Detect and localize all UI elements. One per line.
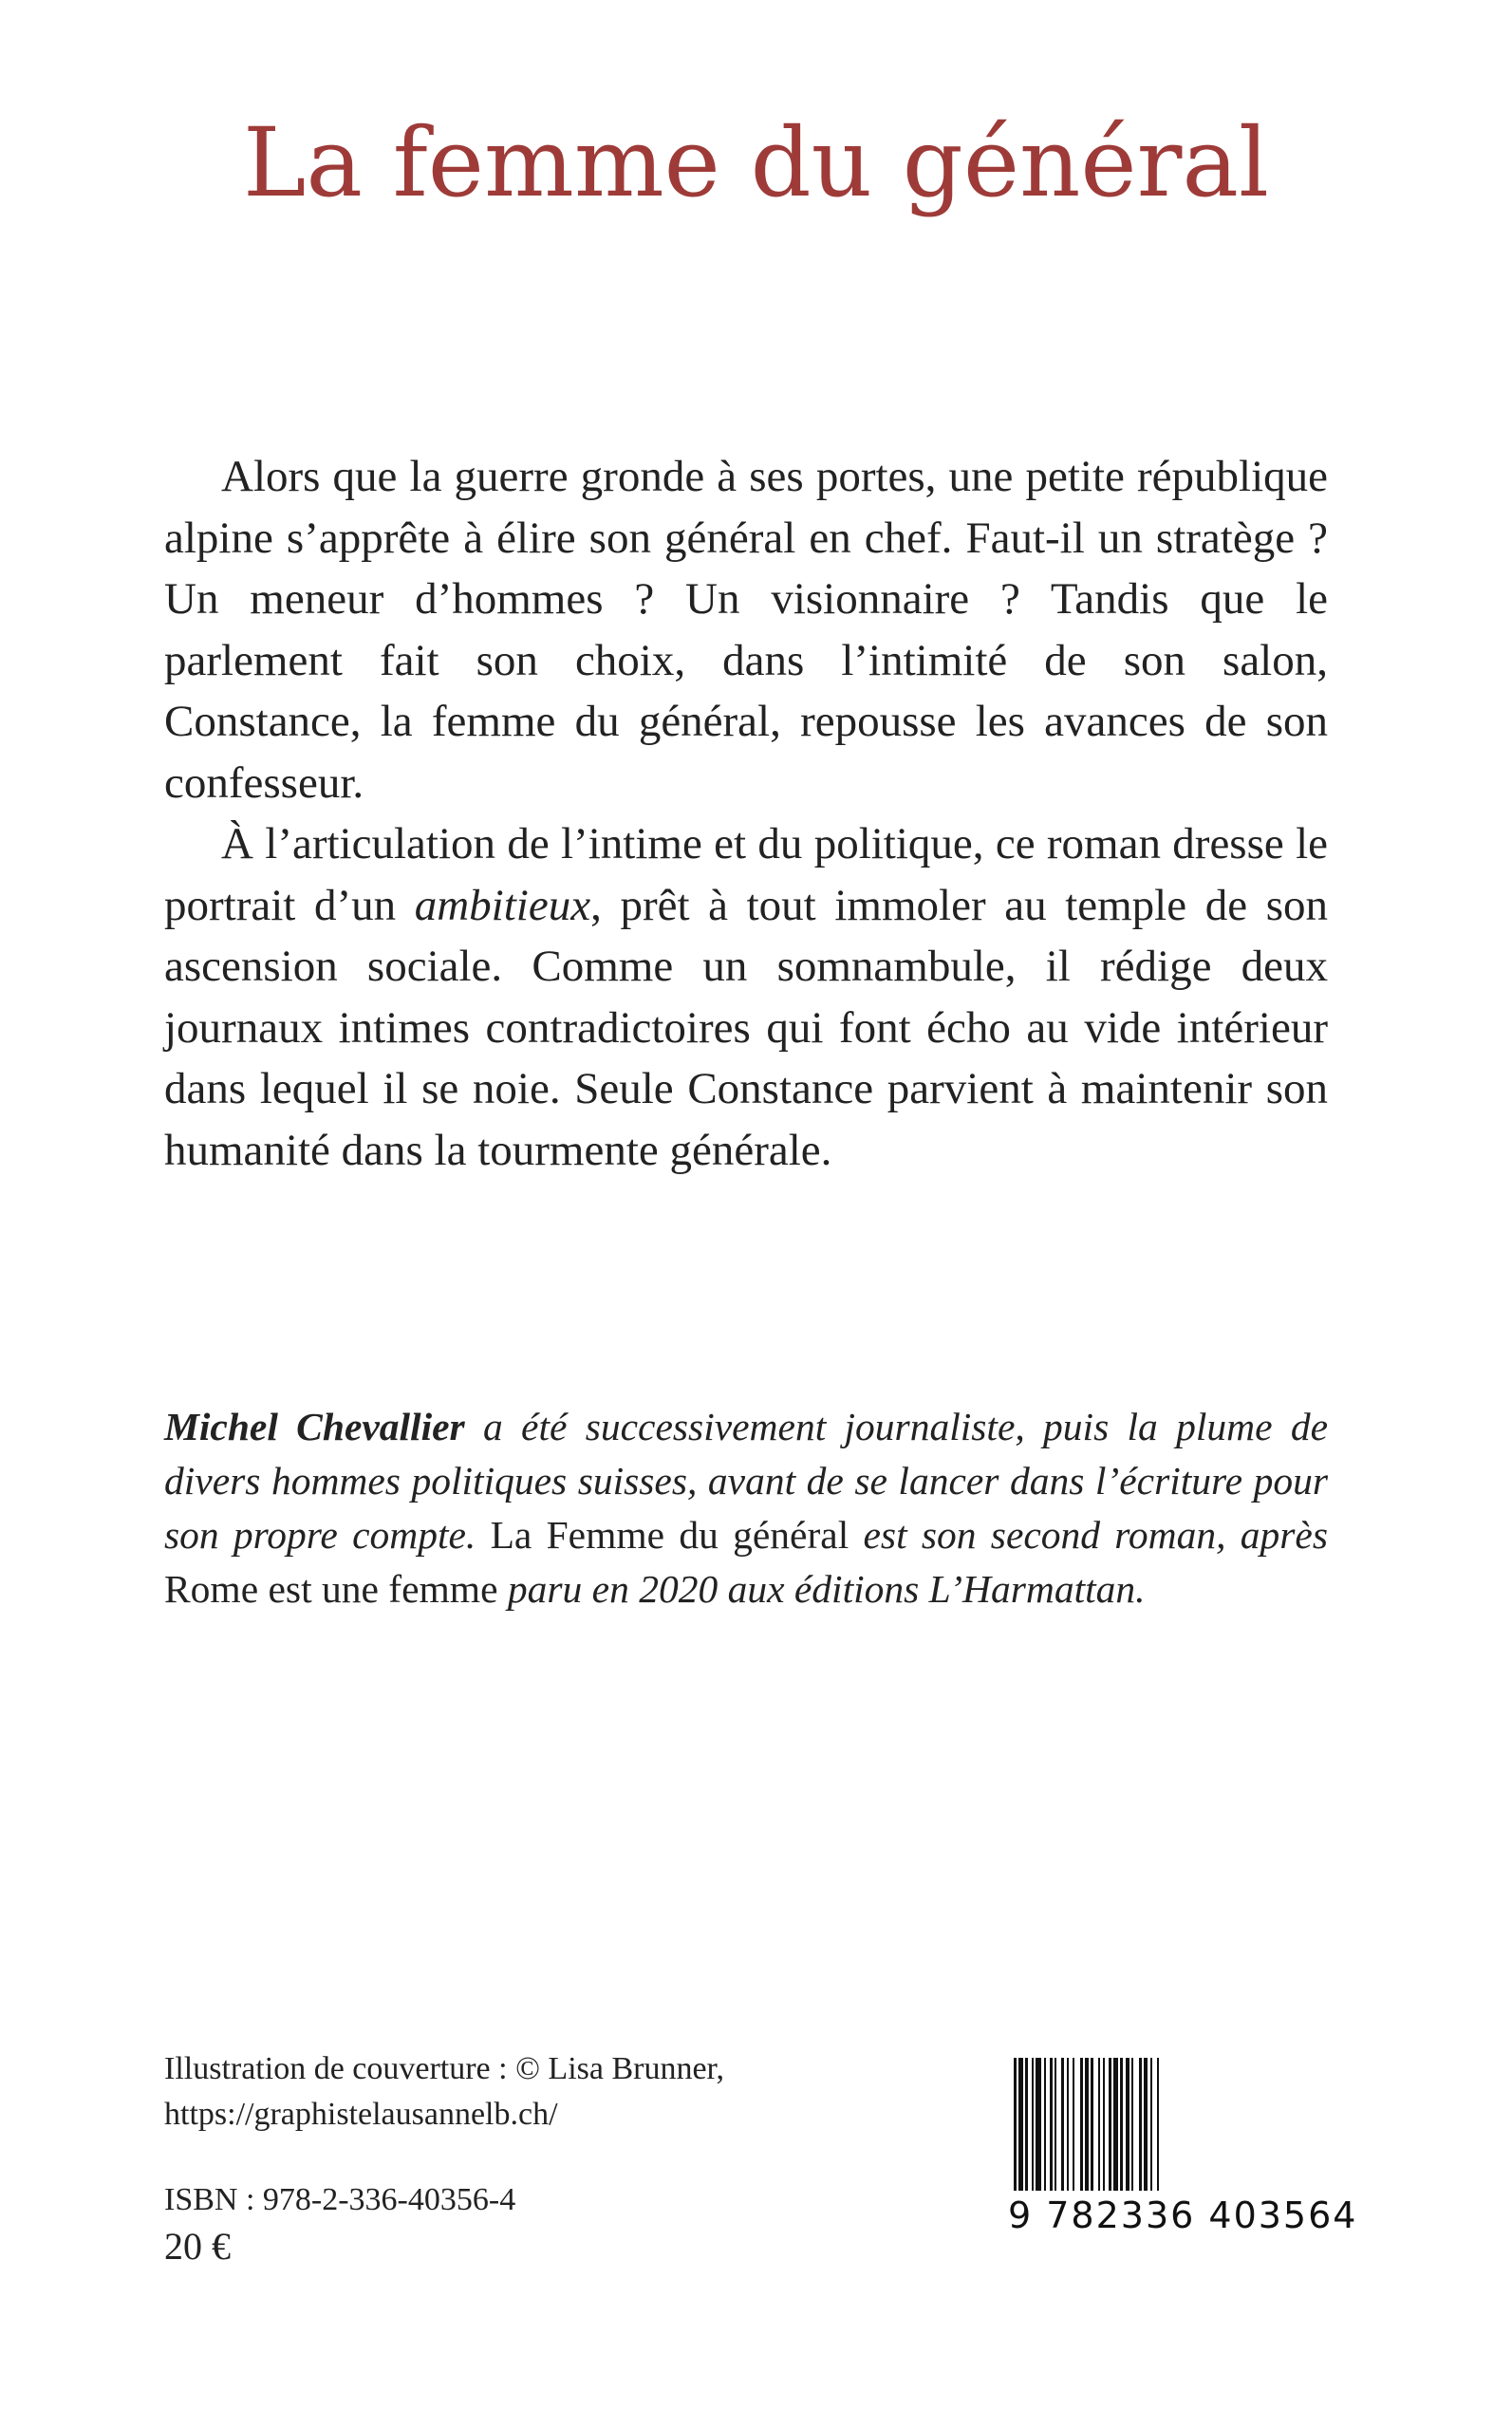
barcode-image [1008, 2058, 1358, 2286]
blurb-paragraph-2 [164, 813, 1328, 1181]
barcode-bar [1061, 2058, 1064, 2191]
barcode-number: 9 782336 403564 [1008, 2194, 1358, 2236]
illustration-credit: Illustration de couverture : © Lisa Brunner, [164, 2051, 725, 2086]
barcode-bar [1131, 2058, 1133, 2191]
blurb-paragraph-2-start: À l’articulation de l’intime et du politique, ce roman dresse le portrait d’un [164, 819, 1328, 930]
barcode-bar [1157, 2058, 1159, 2191]
barcode-bar [1120, 2058, 1123, 2191]
barcode-bar [1032, 2058, 1034, 2191]
bio-book-title: La Femme du général [490, 1513, 849, 1557]
illustrator-website: https://graphistelausannelb.ch/ [164, 2097, 558, 2132]
barcode-bar [1085, 2058, 1089, 2191]
bio-previous-title: Rome est une femme [164, 1567, 498, 1611]
author-name: Michel Chevallier [164, 1405, 465, 1448]
barcode-bar [1126, 2058, 1129, 2191]
blurb [164, 446, 1328, 1181]
bio-text-3: paru en 2020 aux éditions L’Harmattan. [497, 1567, 1146, 1611]
blurb-paragraph-2-end: , prêt à tout immoler au temple de son ascension sociale. Comme un somnambule, il rédige deux journaux intimes contradictoires qui font écho au vide intérieur dans lequel il se noie. Seule Constance parvient à maintenir son humanité dans la tourmente générale. [164, 880, 1328, 1175]
barcode-bars [1008, 2058, 1325, 2210]
barcode-bar [1073, 2058, 1074, 2191]
barcode-bar [1113, 2058, 1118, 2191]
bio-text-1: a été successivement journaliste, puis la plume de divers hommes politiques suisses, avant de se lancer dans l’écriture pour son propre compte. [164, 1405, 1329, 1557]
blurb-emphasis: ambitieux [414, 880, 591, 930]
barcode-bar [1050, 2058, 1053, 2191]
isbn: ISBN : 978-2-336-40356-4 [164, 2182, 516, 2217]
barcode-bar [1014, 2058, 1017, 2191]
author-bio [164, 1400, 1328, 1616]
barcode-bar [1150, 2058, 1152, 2191]
barcode-bar [1091, 2058, 1093, 2191]
barcode-bar [1098, 2058, 1100, 2191]
barcode-bar [1036, 2058, 1041, 2191]
barcode-bar [1109, 2058, 1111, 2191]
blurb-paragraph-1: Alors que la guerre gronde à ses portes, une petite république alpine s’apprête à élire son général en chef. Faut-il un stratège ? Un meneur d’hommes ? Un visionnaire ? Tandis que le parlement fait son choix, dans l’intimité de son salon, Constance, la femme du général, repousse les avances de son confesseur. [164, 452, 1328, 808]
barcode-bar [1080, 2058, 1083, 2191]
barcode-bar [1103, 2058, 1105, 2191]
barcode-bar [1044, 2058, 1046, 2191]
book-title: La femme du général [242, 107, 1269, 218]
barcode-bar [1055, 2058, 1056, 2191]
barcode-bar [1018, 2058, 1023, 2191]
barcode-bar [1139, 2058, 1142, 2191]
price: 20 € [164, 2225, 231, 2268]
barcode-bar [1067, 2058, 1069, 2191]
barcode-bar [1025, 2058, 1028, 2191]
bio-text-2: est son second roman, après [849, 1513, 1328, 1557]
barcode-bar [1144, 2058, 1148, 2191]
illustration-credits [164, 2046, 886, 2138]
